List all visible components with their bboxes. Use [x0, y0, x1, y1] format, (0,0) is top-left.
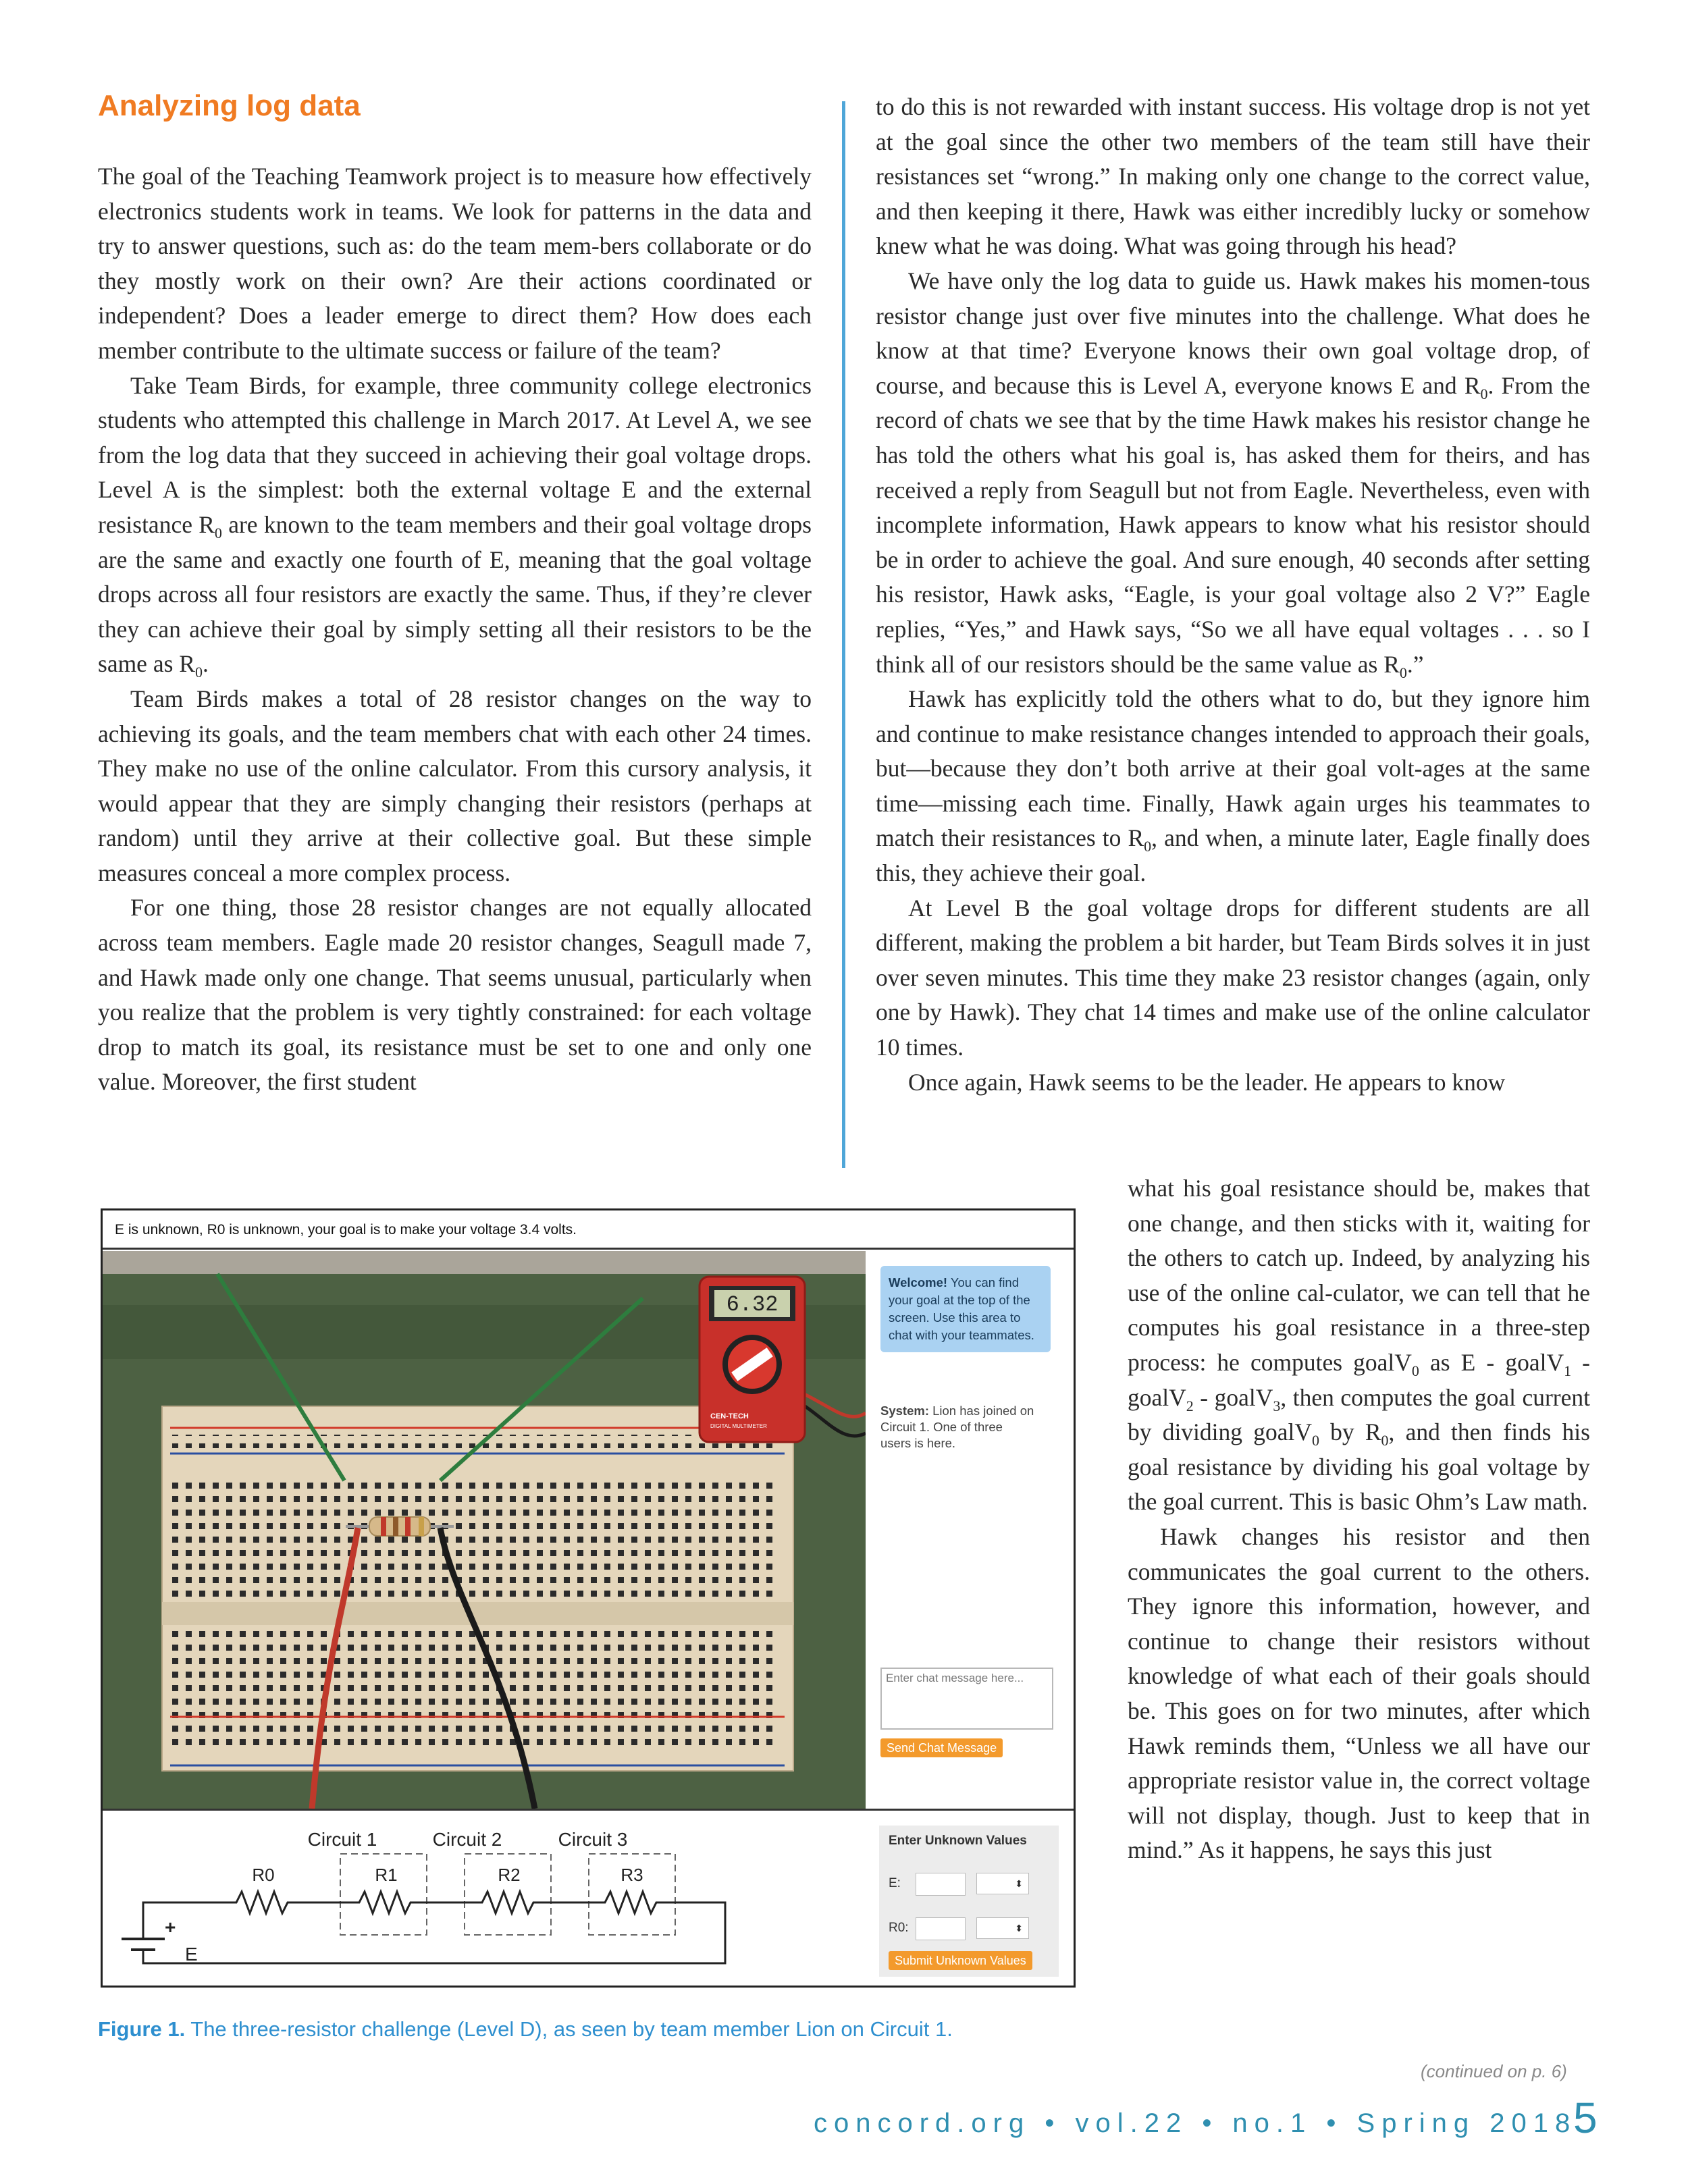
column-divider	[842, 101, 845, 1168]
paragraph: Take Team Birds, for example, three community college electronics students who attempted this challenge in March 2017. At Level A, we see from the log data that they succeed in achieving their goal voltage drops. Level A is the simplest: both the external voltage E and the external resistance $R_0$ are known to the team members and their goal voltage drops are the same and exactly one fourth of E, meaning that the goal voltage drops across all four resistors are exactly the same. Thus, if they’re clever they can achieve their goal by simply setting all their resistors to be the same as $R_0$.	[98, 371, 812, 681]
unknown-r0-unit-select[interactable]: ⬍	[976, 1917, 1029, 1939]
send-chat-button[interactable]: Send Chat Message	[880, 1738, 1003, 1757]
circuit-label: Circuit 1	[307, 1829, 377, 1850]
figure-caption	[98, 2017, 953, 2042]
paragraph: Once again, Hawk seems to be the leader. He appears to know	[908, 1068, 1506, 1096]
unknown-values-form	[879, 1826, 1059, 1977]
figure-simulation	[101, 1208, 1076, 1988]
unknown-e-label: E:	[889, 1876, 901, 1890]
text-column-left	[98, 159, 812, 1100]
circuit-label: Circuit 3	[558, 1829, 628, 1850]
resistor-label: R1	[375, 1865, 398, 1885]
unknown-values-panel	[866, 1809, 1074, 1988]
goal-banner: E is unknown, R0 is unknown, your goal is to make your voltage 3.4 volts.	[103, 1210, 1074, 1250]
paragraph: Hawk has explicitly told the others what to do, but they ignore him and continue to make resistance changes intended to approach their goals, but—because they don’t both arrive at their goal volt-ages at the same time—missing each time. Finally, Hawk again urges his teammates to match their resistances to $R_0$, and when, a minute later, Eagle finally does this, they achieve their goal.	[876, 685, 1590, 887]
welcome-message	[880, 1266, 1051, 1352]
unknown-r0-label: R0:	[889, 1921, 909, 1935]
multimeter-display: 6.32	[726, 1292, 779, 1317]
breadboard-svg	[103, 1251, 866, 1809]
text-column-wrap	[1128, 1171, 1590, 1868]
unknown-r0-input[interactable]	[916, 1917, 966, 1940]
paragraph: what his goal resistance should be, makes that one change, and then sticks with it, waiting for the others to catch up. Indeed, by analyzing his use of the online cal-culator, we can tell that he computes his goal resistance in a three-step process: he computes goalV$_0$ as E - goalV$_1$ - goalV$_2$ - goalV$_3$, then computes the goal current by dividing goalV$_0$ by $R_0$, and then finds his goal resistance by dividing his goal voltage by the goal current. This is basic Ohm’s Law math.	[1128, 1175, 1590, 1516]
system-text: Lion has joined on Circuit 1. One of three users is here.	[880, 1404, 1034, 1450]
chat-panel	[866, 1251, 1074, 1809]
welcome-bold: Welcome!	[889, 1275, 948, 1289]
system-bold: System:	[880, 1404, 929, 1418]
resistor-label: R0	[252, 1865, 275, 1885]
multimeter-brand: CEN-TECH	[710, 1412, 749, 1420]
page-number: 5	[1573, 2094, 1598, 2142]
resistor-label: R3	[621, 1865, 643, 1885]
section-heading: Analyzing log data	[98, 89, 361, 122]
paragraph: We have only the log data to guide us. Hawk makes his momen-tous resistor change just over five minutes into the challenge. What does he know at that time? Everyone knows their own goal voltage drop, of course, and because this is Level A, everyone knows E and $R_0$. From the record of chats we see that by the time Hawk makes his resistor change he has told the others what his goal is, has asked them for theirs, and has received a reply from Seagull but not from Eagle. Nevertheless, even with incomplete information, Hawk appears to know what his resistor should be in order to achieve the goal. And sure enough, 40 seconds after setting his resistor, Hawk asks, “Eagle, is your goal voltage also 2 V?” Eagle replies, “Yes,” and Hawk says, “So we all have equal voltages . . . so I think all of our resistors should be the same value as $R_0$.”	[876, 267, 1590, 681]
paragraph: For one thing, those 28 resistor changes are not equally allocated across team members. Eagle made 20 resistor changes, Seagull made 7, and Hawk made only one change. That seems unusual, particularly when you realize that the problem is very tightly constrained: for each voltage drop to match its goal, its resistance must be set to one and only one value. Moreover, the first student	[98, 894, 812, 1096]
chat-input[interactable]: Enter chat message here...	[880, 1668, 1053, 1730]
paragraph: Hawk changes his resistor and then communicates the goal current to the others. They ignore this information, however, and continue to change their resistors without knowledge of what each of their goals should be. This goes on for two minutes, after which Hawk reminds them, “Unless we all have our appropriate resistor value in, the correct voltage will not display, though. Just to keep that in mind.” As it happens, he says this just	[1128, 1522, 1590, 1864]
resistor-label: R2	[498, 1865, 521, 1885]
circuit-schematic	[103, 1809, 866, 1988]
caption-text: The three-resistor challenge (Level D), as seen by team member Lion on Circuit 1.	[185, 2017, 953, 2041]
system-message	[880, 1403, 1036, 1451]
unknown-e-input[interactable]	[916, 1873, 966, 1896]
welcome-text: You can find your goal at the top of the screen. Use this area to chat with your teammates.	[889, 1275, 1034, 1342]
schematic-svg	[103, 1811, 866, 1988]
multimeter-subtitle: DIGITAL MULTIMETER	[710, 1423, 767, 1429]
caption-label: Figure 1.	[98, 2017, 186, 2041]
breadboard-area	[103, 1251, 866, 1809]
battery-label: E	[185, 1944, 198, 1965]
paragraph: The goal of the Teaching Teamwork project is to measure how effectively electronics students work in teams. We look for patterns in the data and try to answer questions, such as: do the team mem-bers collaborate or do they mostly work on their own? Are their actions coordinated or independent? Does a leader emerge to direct them? How does each member contribute to the ultimate success or failure of the team?	[98, 163, 812, 364]
submit-unknown-button[interactable]: Submit Unknown Values	[889, 1951, 1032, 1970]
paragraph: Team Birds makes a total of 28 resistor changes on the way to achieving its goals, and the team members chat with each other 24 times. They make no use of the online calculator. From this cursory analysis, it would appear that they are simply changing their resistors (perhaps at random) until they arrive at their collective goal. But these simple measures conceal a more complex process.	[98, 685, 812, 886]
circuit-label: Circuit 2	[432, 1829, 502, 1850]
text-column-right	[876, 90, 1590, 1100]
continued-note: (continued on p. 6)	[1421, 2061, 1567, 2081]
unknown-values-title: Enter Unknown Values	[889, 1834, 1027, 1848]
battery-plus: +	[165, 1917, 176, 1938]
paragraph: to do this is not rewarded with instant success. His voltage drop is not yet at the goal since the other two members of the team still have their resistances set “wrong.” In making only one change to the correct value, and then keeping it there, Hawk was either incredibly lucky or somehow knew what he was doing. What was going through his head?	[876, 93, 1590, 260]
page-footer: concord.org • vol.22 • no.1 • Spring 2018	[814, 2108, 1577, 2138]
paragraph: At Level B the goal voltage drops for different students are all different, making the problem a bit harder, but Team Birds solves it in just over seven minutes. This time they make 23 resistor changes (again, only one by Hawk). They chat 14 times and make use of the online calculator 10 times.	[876, 894, 1590, 1061]
unknown-e-unit-select[interactable]: ⬍	[976, 1873, 1029, 1894]
